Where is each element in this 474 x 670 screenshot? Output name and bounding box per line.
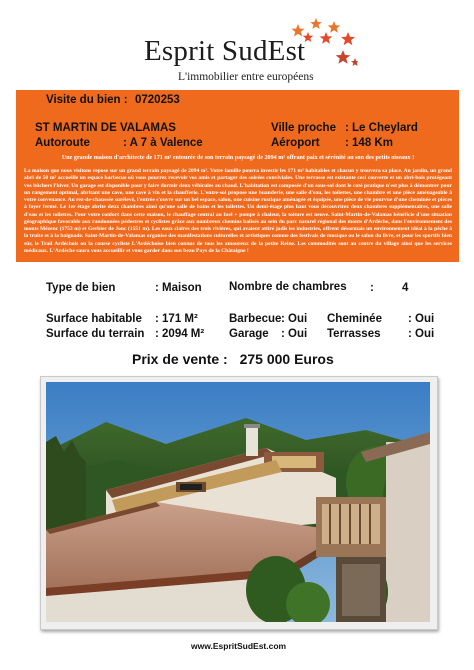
near-town-label: Ville proche [271,122,336,134]
land-area-label: Surface du terrain [46,328,145,340]
price-line [132,351,334,367]
airport-value: : 148 Km [345,137,393,149]
barbecue-value: : Oui [281,313,308,325]
road-value: : A 7 à Valence [123,137,203,149]
garage-label: Garage [229,328,269,340]
brand-logo [132,18,357,88]
type-value: : Maison [155,282,202,294]
brand-tagline: L'immobilier entre européens [178,71,314,83]
barbecue-label: Barbecue [229,313,282,325]
rooms-separator: : [370,282,374,294]
house-photo [46,382,430,622]
price-label: Prix de vente : [132,351,228,367]
description-text: La maison que nous visitons repose sur un grand terrain paysagé de 2094 m². Votre famille pourra investir les 171 m² habitables et chacun y trouvera sa place. Au jardin, un grand abri de 50 m² accueille un espace barbecue où vous pourrez recevoir vos amis et partager des soirées conviviales. Une terrasse est existante ceci couverte et un abri-bois protégeant vos bûchers l'hiver. Un garage est disponible pour y faire dormir deux véhicules au chaud. L'habitation est composée d'un sous-sol dont le coté pratique n'est plus à démontrer pour un rangement optimal, abritant une cave, une cave à vin et la chaufferie. L'entre-sol propose une buanderie, une salle d'eau, les toilettes, une chambre et une pièce aménageable à votre convenance. Au rez-de-chaussée surélevé, l'entrée s'ouvre sur un bel espace, salon, une cuisine rustique aménagée et équipée, une pièce de vie pourvue d'une cheminée et pièces à foyer fermé. Le 1er étage abrite deux chambres ainsi qu'une salle de bains et les toilettes. Un demi-étage plus haut vous découvrirez deux chambres supplémentaires, une salle d'eau et les toilettes. Pour votre confort dans cette maison, le chauffage central au fuel + pompe à chaleur, la toiture est neuve. Saint-Martin-de-Valamas bénéficie d'une situation géographique favorable aux randonnées pédestres et cyclistes grâce aux nombreux chemins balisés au sein du parc naturel régional des monts d'Ardèche, dans l'environnement des monts Mézenc (1753 m) et Gerbier de Jonc (1551 m). Les eaux claires des trois rivières, qui avaient attiré jadis les industries, offrent désormais un environnement idéal à la pêche à la truite et à la baignade. Saint-Martin-de-Valamas organise des manifestations culturelles et artistiques comme des festivals de musique ou le salon du livre, et pour les sportifs bien sûr, le Trail Ardéchois ou la course cycliste L'Ardéchoise bien connus de tous les amoureux de la petite Reine. Les commodités sont au centre du village ainsi que les services médicaux. L'Ardèche saura vous accueillir et vous garder dans son beau Pays de la Châtaigne ! [24,168,452,254]
intro-text: Une grande maison d'architecte de 171 m² entourée de son terrain paysagé de 2094 m² offrant paix et sérénité au son des petits oiseaux ! [61,155,415,161]
terrace-label: Terrasses [327,328,381,340]
fireplace-label: Cheminée [327,313,382,325]
fireplace-value: : Oui [408,313,435,325]
ref-label: Visite du bien : [46,94,128,106]
land-area-value: : 2094 M² [155,328,205,340]
rooms-value: 4 [402,282,409,294]
garage-value: : Oui [281,328,308,340]
living-area-label: Surface habitable [46,313,142,325]
house-illustration [46,382,430,622]
rooms-label: Nombre de chambres [229,281,347,293]
terrace-value: : Oui [408,328,435,340]
footer-url[interactable]: www.EspritSudEst.com [191,641,287,651]
living-area-value: : 171 M² [155,313,198,325]
airport-label: Aéroport [271,137,320,149]
price-value: 275 000 Euros [239,351,334,367]
brand-name: Esprit SudEst [144,35,306,67]
near-town-value: : Le Cheylard [345,122,418,134]
road-label: Autoroute [35,137,90,149]
ref-value: 0720253 [135,94,180,106]
type-label: Type de bien [46,282,116,294]
town-name: ST MARTIN DE VALAMAS [35,122,176,134]
